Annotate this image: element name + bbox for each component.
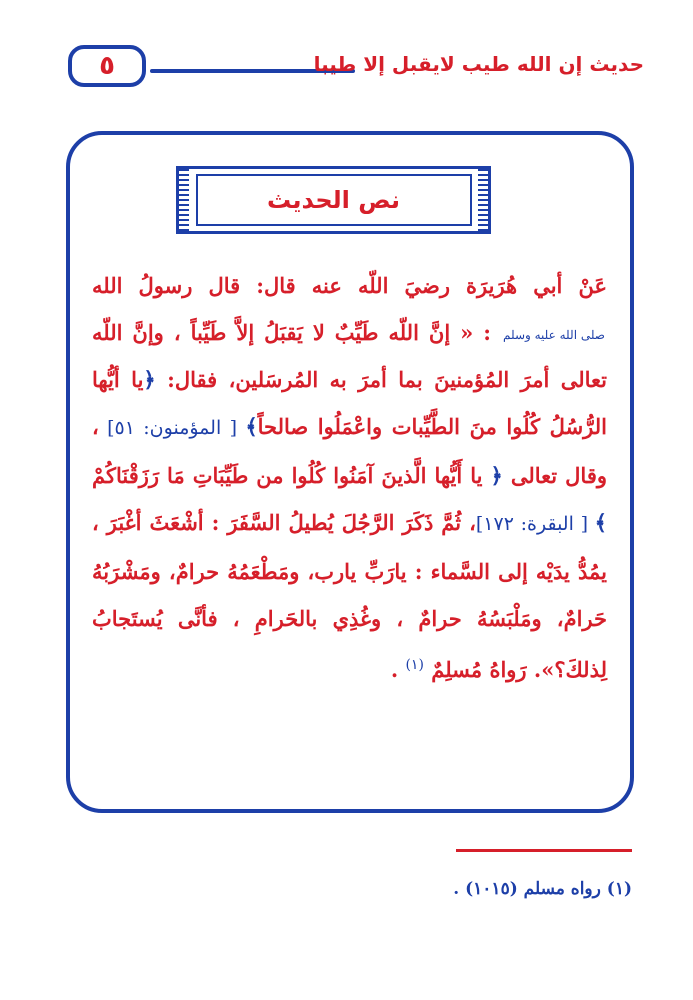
- quran-open-bracket-2: ﴿: [490, 463, 503, 488]
- quran-open-bracket: ﴿: [143, 367, 156, 392]
- quran-close-bracket-2: ﴾: [594, 510, 607, 535]
- hadith-end: .: [390, 657, 406, 682]
- hadith-conclusion: ، ثُمَّ ذَكَرَ الرَّجُلَ يُطيلُ السَّفَرَ : أشْعَثَ أغْبَرَ ، يمُدُّ يدَيْه إلى السَّماء : يارَبِّ يارب، ومَطْعَمُهُ حرامٌ، ومَشْرَبُهُ حَرامٌ، ومَلْبَسُهُ حرامٌ ، وغُذِي بالحَرامِ ، فأنَّى يُستَجابُ لِذلكَ؟». رَواهُ مُسلِمٌ: [92, 510, 607, 682]
- footnote-rule: [456, 849, 632, 852]
- footnote: (١) رواه مسلم (١٠١٥) .: [453, 879, 632, 899]
- section-title-box: [176, 166, 491, 234]
- hadith-intro: عَنْ أبي هُرَيرَة رضيَ اللّه عنه قال: قال رسولُ الله: [92, 273, 607, 298]
- hadith-text: [92, 262, 607, 693]
- verse-reference-1: [ المؤمنون: ٥١]: [98, 417, 246, 439]
- page-number: ٥: [99, 51, 115, 81]
- quran-verse-1: يا أيُّها الرُّسُلُ كُلُوا منَ الطَّيِّبات واعْمَلُوا صالحاً: [92, 367, 607, 439]
- hadith-statement: : « إنَّ اللّه طَيِّبٌ لا يَقبَلُ إلاَّ طَيِّباً ، وإنَّ اللّه تعالى أمرَ المُؤمنينَ بما أمرَ به المُرسَلين، فقال:: [92, 320, 607, 392]
- verse-reference-2: [ البقرة: ١٧٢]: [475, 513, 595, 535]
- hadith-continuation: ، وقال تعالى: [92, 414, 608, 488]
- quran-close-bracket: ﴾: [245, 414, 258, 439]
- section-title: نص الحديث: [196, 174, 472, 226]
- salawat-symbol: صلى الله عليه وسلم: [503, 327, 605, 342]
- quran-verse-2: يا أَيُّها الَّذينَ آمَنُوا كُلُوا من طَيِّبَاتِ مَا رَزَقْنَاكُمْ: [92, 463, 491, 488]
- page-number-badge: [68, 45, 146, 87]
- footnote-marker: (١): [405, 657, 424, 673]
- running-title: حديث إن الله طيب لايقبل إلا طيبا: [313, 52, 644, 76]
